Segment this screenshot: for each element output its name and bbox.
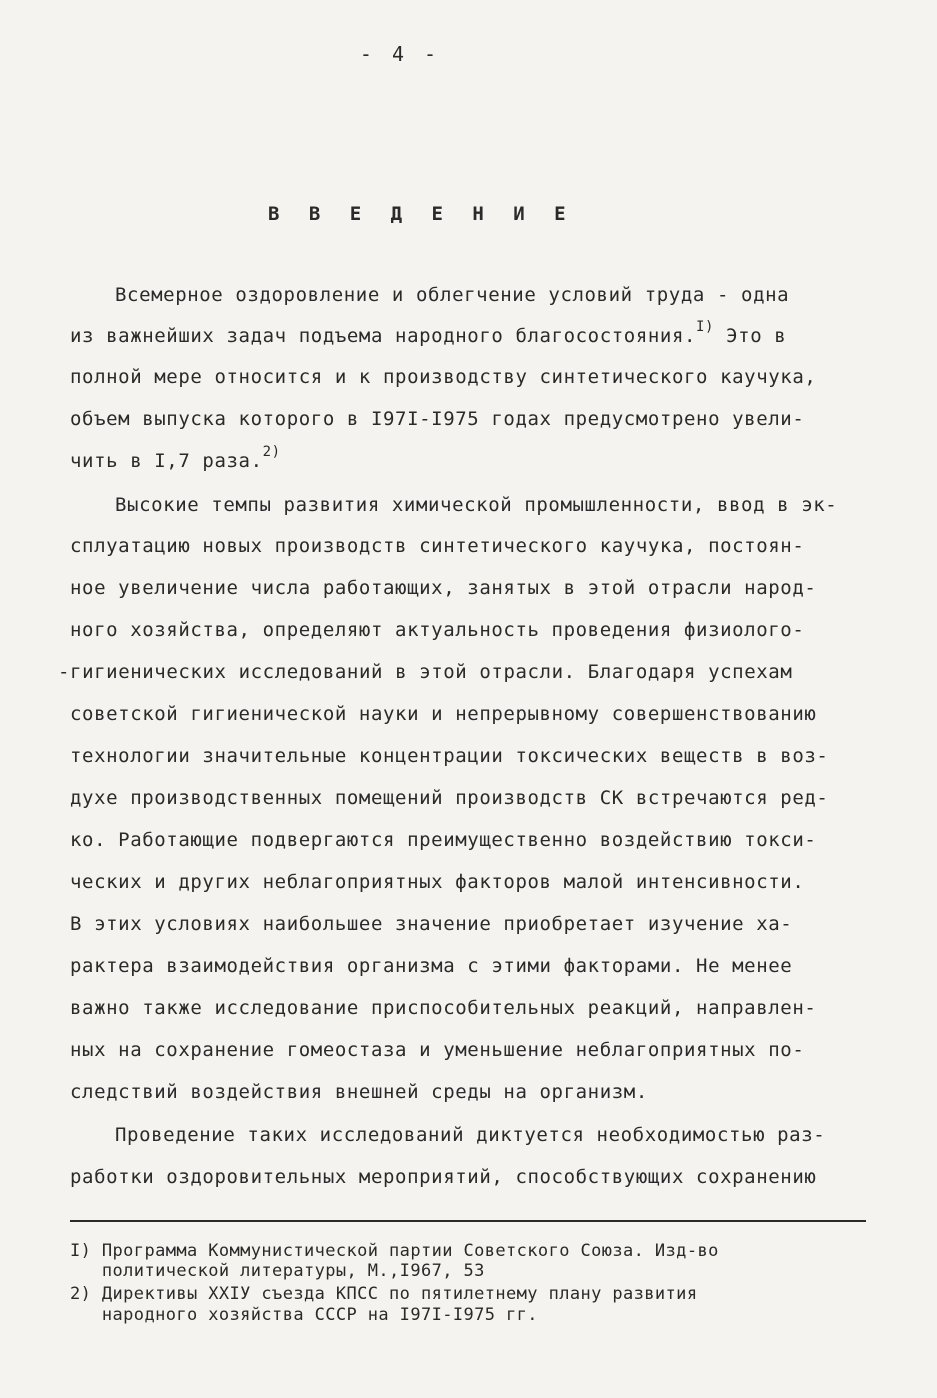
text-line: Проведение таких исследований диктуется необходимостью раз- xyxy=(115,1124,826,1146)
text-line: -гигиенических исследований в этой отрасли. Благодаря успехам xyxy=(58,661,793,683)
text-line: ное увеличение числа работающих, занятых в этой отрасли народ- xyxy=(70,577,817,599)
text-line: ко. Работающие подвергаются преимущественно воздействию токси- xyxy=(70,829,817,851)
footnote-ref-2: 2) xyxy=(262,443,281,460)
text-line: ческих и других неблагоприятных факторов малой интенсивности. xyxy=(70,871,805,893)
page-heading: В В Е Д Е Н И Е xyxy=(268,203,575,225)
footnote-divider xyxy=(70,1220,866,1222)
text-line: Всемерное оздоровление и облегчение условий труда - одна xyxy=(115,284,790,306)
text-line: работки оздоровительных мероприятий, способствующих сохранению xyxy=(70,1166,817,1188)
footnote-ref-1: I) xyxy=(696,318,715,335)
text-line: полной мере относится и к производству синтетического каучука, xyxy=(70,366,817,388)
text-line: важно также исследование приспособительных реакций, направлен- xyxy=(70,997,817,1019)
text-line xyxy=(70,443,281,474)
page-number: - 4 - xyxy=(359,42,441,66)
text-span: Это в xyxy=(714,325,787,347)
text-line: ного хозяйства, определяют актуальность проведения физиолого- xyxy=(70,619,805,641)
text-line: технологии значительные концентрации токсических веществ в воз- xyxy=(70,745,829,767)
text-line: В этих условиях наибольшее значение приобретает изучение ха- xyxy=(70,913,793,935)
text-line: советской гигиенической науки и непрерывному совершенствованию xyxy=(70,703,817,725)
text-line: Высокие темпы развития химической промышленности, ввод в эк- xyxy=(115,494,838,516)
text-span: из важнейших задач подъема народного благосостояния. xyxy=(70,325,697,347)
text-line: рактера взаимодействия организма с этими факторами. Не менее xyxy=(70,955,793,977)
footnote-line: политической литературы, М.,I967, 53 xyxy=(70,1261,485,1281)
text-span: чить в I,7 раза. xyxy=(70,450,263,472)
text-line: следствий воздействия внешней среды на организм. xyxy=(70,1081,648,1103)
text-line: ных на сохранение гомеостаза и уменьшение неблагоприятных по- xyxy=(70,1039,805,1061)
text-line xyxy=(70,318,787,349)
footnote-line: народного хозяйства СССР на I97I-I975 гг. xyxy=(70,1305,538,1325)
text-line: сплуатацию новых производств синтетического каучука, постоян- xyxy=(70,535,805,557)
text-line: духе производственных помещений производств СК встречаются ред- xyxy=(70,787,829,809)
footnote-line: 2) Директивы XXIУ съезда КПСС по пятилетнему плану развития xyxy=(70,1284,698,1304)
text-line: объем выпуска которого в I97I-I975 годах предусмотрено увели- xyxy=(70,408,805,430)
footnote-line: I) Программа Коммунистической партии Советского Союза. Изд-во xyxy=(70,1241,719,1261)
